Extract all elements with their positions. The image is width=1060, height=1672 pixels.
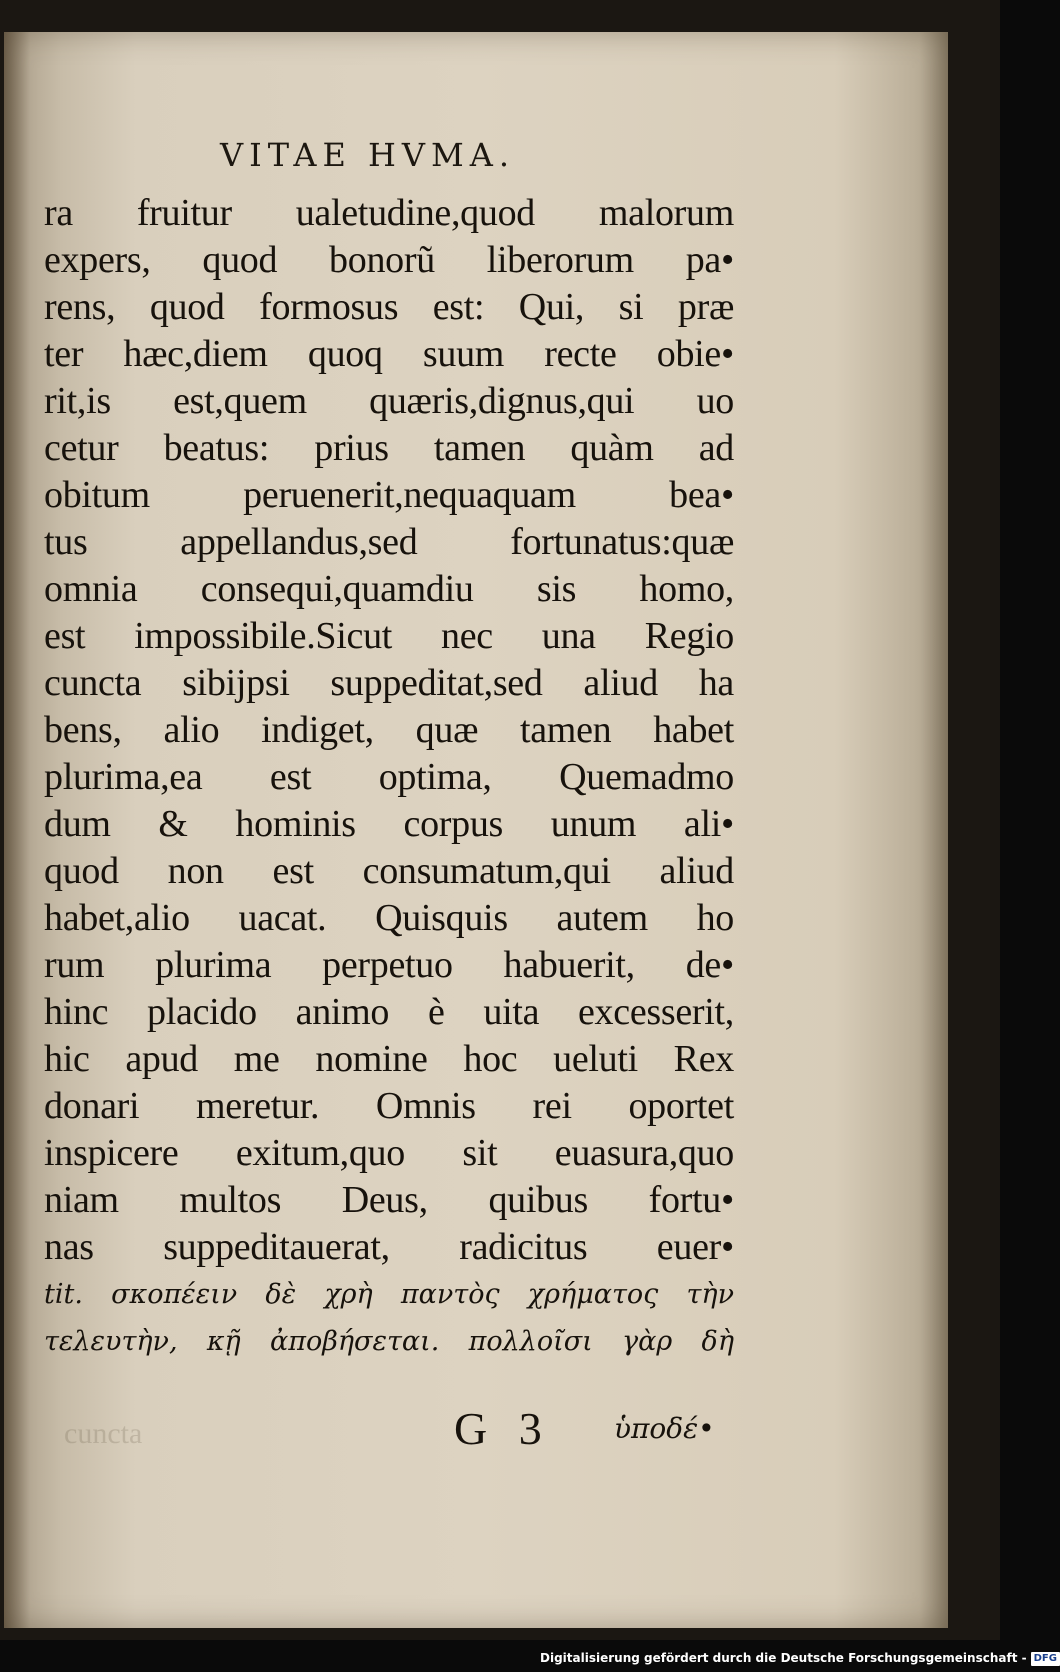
text-line: cetur beatus: prius tamen quàm ad [44,427,734,469]
text-line: plurima,ea est optima, Quemadmo [44,756,734,798]
text-line: donari meretur. Omnis rei oportet [44,1085,734,1127]
text-line: rens, quod formosus est: Qui, si præ [44,286,734,328]
gutter-shadow [4,32,30,1628]
text-line: est impossibile.Sicut nec una Regio [44,615,734,657]
text-line: expers, quod bonorũ liberorum pa• [44,239,734,281]
text-line: cuncta sibijpsi suppeditat,sed aliud ha [44,662,734,704]
digitization-credit [540,1648,1057,1668]
signature-mark: G 3 [454,1403,552,1454]
greek-text-line: τελευτὴν, κῇ ἀποβήσεται. πολλοῖσι γὰρ δὴ [44,1326,734,1357]
text-line: rum plurima perpetuo habuerit, de• [44,944,734,986]
book-page [4,32,948,1628]
text-line: omnia consequi,quamdiu sis homo, [44,568,734,610]
credit-text: Digitalisierung gefördert durch die Deutsche Forschungsgemeinschaft - [540,1651,1027,1665]
text-line: quod non est consumatum,qui aliud [44,850,734,892]
text-line: habet,alio uacat. Quisquis autem ho [44,897,734,939]
catchword: ὑποδέ• [614,1412,715,1445]
bleed-through-text: cuncta [64,1417,143,1450]
text-line: nas suppeditauerat, radicitus euer• [44,1226,734,1268]
text-line: dum & hominis corpus unum ali• [44,803,734,845]
text-line: tus appellandus,sed fortunatus:quæ [44,521,734,563]
text-line: hic apud me nomine hoc ueluti Rex [44,1038,734,1080]
text-line: bens, alio indiget, quæ tamen habet [44,709,734,751]
text-line: obitum peruenerit,nequaquam bea• [44,474,734,516]
running-head: VITAE HVMA. [220,136,516,174]
text-line: ra fruitur ualetudine,quod malorum [44,192,734,234]
greek-text-line: tit. σκοπέειν δὲ χρὴ παντὸς χρήματος τὴν [44,1279,734,1310]
text-line: hinc placido animo è uita excesserit, [44,991,734,1033]
text-line: rit,is est,quem quæris,dignus,qui uo [44,380,734,422]
text-line: niam multos Deus, quibus fortu• [44,1179,734,1221]
text-line: inspicere exitum,quo sit euasura,quo [44,1132,734,1174]
text-line: ter hæc,diem quoq suum recte obie• [44,333,734,375]
dfg-logo: DFG [1031,1652,1060,1666]
body-text [44,190,734,1365]
